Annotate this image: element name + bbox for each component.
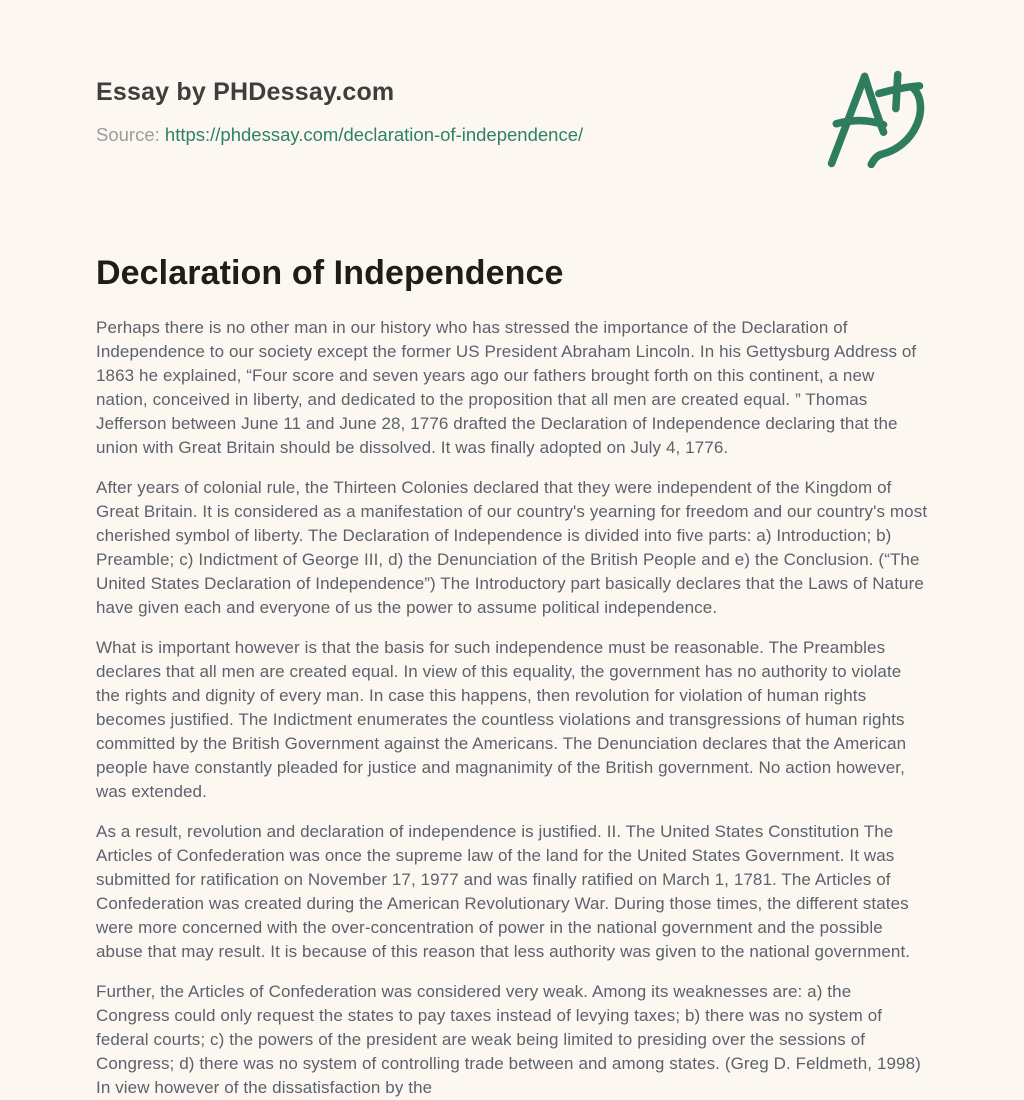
essay-paragraph: Further, the Articles of Confederation was considered very weak. Among its weaknesses are: a) the Congress could only request the states to pay taxes instead of levying taxes; b) there was no system of federal courts; c) the powers of the president are weak being limited to presiding over the sessions of Congress; d) there was no system of controlling trade between and among states. (Greg D. Feldmeth, 1998) In view however of the dissatisfaction by the <box>96 982 921 1097</box>
header-text-block <box>96 78 583 146</box>
essay-paragraph: What is important however is that the basis for such independence must be reasonable. The Preambles declares that all men are created equal. In view of this equality, the government has no authority to violate the rights and dignity of every man. In case this happens, then revolution for violation of human rights becomes justified. The Indictment enumerates the countless violations and transgressions of human rights committed by the British Government against the Americans. The Denunciation declares that the American people have constantly pleaded for justice and magnanimity of the British government. No action however, was extended. <box>96 638 907 801</box>
source-link[interactable]: https://phdessay.com/declaration-of-independence/ <box>164 124 584 145</box>
source-line <box>96 124 583 146</box>
a-plus-logo-icon <box>824 62 928 176</box>
source-label: Source: <box>96 124 160 145</box>
site-header-title: Essay by PHDessay.com <box>96 78 395 106</box>
page-header <box>96 78 928 176</box>
essay-title: Declaration of Independence <box>96 254 564 292</box>
essay-paragraph: Perhaps there is no other man in our history who has stressed the importance of the Declaration of Independence to our society except the former US President Abraham Lincoln. In his Gettysburg Address of 1863 he explained, “Four score and seven years ago our fathers brought forth on this continent, a new nation, conceived in liberty, and dedicated to the proposition that all men are created equal. ” Thomas Jefferson between June 11 and June 28, 1776 drafted the Declaration of Independence declaring that the union with Great Britain should be dissolved. It was finally adopted on July 4, 1776. <box>96 318 917 457</box>
essay-paragraph: As a result, revolution and declaration of independence is justified. II. The United States Constitution The Articles of Confederation was once the supreme law of the land for the United States Government. It was submitted for ratification on November 17, 1977 and was finally ratified on March 1, 1781. The Articles of Confederation was created during the American Revolutionary War. During those times, the different states were more concerned with the over-concentration of power in the national government and the possible abuse that may result. It is because of this reason that less authority was given to the national government. <box>96 822 911 961</box>
essay-body <box>96 316 928 1100</box>
essay-paragraph: After years of colonial rule, the Thirteen Colonies declared that they were independent of the Kingdom of Great Britain. It is considered as a manifestation of our country's yearning for freedom and our country's most cherished symbol of liberty. The Declaration of Independence is divided into five parts: a) Introduction; b) Preamble; c) Indictment of George III, d) the Denunciation of the British People and e) the Conclusion. (“The United States Declaration of Independence”) The Introductory part basically declares that the Laws of Nature have given each and everyone of us the power to assume political independence. <box>96 478 928 617</box>
